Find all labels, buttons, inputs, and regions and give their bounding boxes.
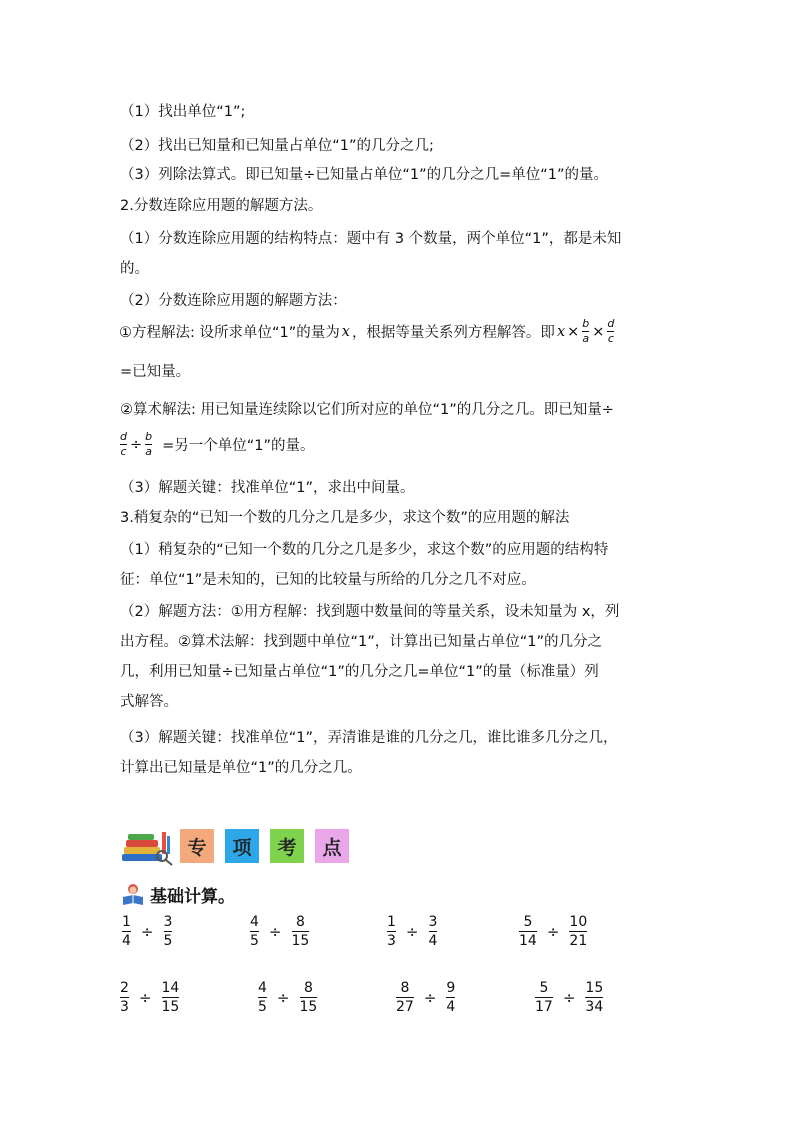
- fraction: $\frac{3}{4}$: [428, 914, 438, 949]
- text-line: （2）找出已知量和已知量占单位“1”的几分之几;: [120, 138, 434, 154]
- exercise-item: [515, 914, 591, 949]
- section-heading: 3.稍复杂的“已知一个数的几分之几是多少，求这个数”的应用题的解法: [120, 510, 570, 526]
- text-line: =已知量。: [120, 364, 191, 380]
- text-line: （2）解题方法：①用方程解：找到题中数量间的等量关系，设未知量为 x，列: [120, 604, 620, 620]
- fraction: $\frac{8}{15}$: [291, 914, 310, 949]
- variable-x: x: [341, 323, 350, 340]
- exercise-item: [116, 980, 183, 1015]
- fraction: $\frac{5}{17}$: [535, 980, 553, 1015]
- text-line: 计算出已知量是单位“1”的几分之几。: [120, 760, 362, 776]
- text-line: （3）列除法算式。即已知量÷已知量占单位“1”的几分之几=单位“1”的量。: [120, 167, 609, 183]
- fraction: $\frac{4}{5}$: [250, 914, 259, 949]
- fraction: $\frac{8}{27}$: [396, 980, 414, 1015]
- variable-x: x: [556, 323, 566, 340]
- divide-sign: ÷: [405, 922, 419, 941]
- fraction: $\frac{3}{5}$: [163, 914, 173, 949]
- divide-sign: ÷: [138, 988, 152, 1007]
- times-sign: ×: [567, 323, 580, 340]
- text-line: （1）稍复杂的“已知一个数的几分之几是多少，求这个数”的应用题的结构特: [120, 542, 609, 558]
- text-segment: ，根据等量关系列方程解答。即: [351, 325, 555, 341]
- fraction: $\frac{1}{4}$: [122, 914, 131, 949]
- times-sign: ×: [592, 323, 605, 340]
- fraction: $\frac{5}{14}$: [519, 914, 537, 949]
- text-line: （1）找出单位“1”;: [120, 104, 246, 120]
- text-line: （3）解题关键：找准单位“1”，求出中间量。: [120, 480, 415, 496]
- text-line: （2）分数连除应用题的解题方法：: [120, 293, 347, 309]
- divide-sign: ÷: [546, 922, 560, 941]
- text-line: 征：单位“1”是未知的，已知的比较量与所给的几分之几不对应。: [120, 572, 536, 588]
- divide-sign: ÷: [268, 922, 282, 941]
- text-line: 出方程。②算术法解：找到题中单位“1”，计算出已知量占单位“1”的几分之: [120, 634, 602, 650]
- text-line: 的。: [120, 261, 149, 277]
- divide-sign: ÷: [562, 988, 576, 1007]
- topic-banner: [120, 826, 360, 866]
- fraction: $\frac{15}{34}$: [585, 980, 604, 1015]
- fraction: $\frac{10}{21}$: [569, 914, 588, 949]
- exercise-item: [392, 980, 459, 1015]
- text-line: ②算术解法: 用已知量连续除以它们所对应的单位“1”的几分之几。即已知量÷: [120, 402, 614, 418]
- text-line: （3）解题关键：找准单位“1”，弄清谁是谁的几分之几，谁比谁多几分之几，: [120, 730, 618, 746]
- topic-tile: 专: [180, 829, 214, 863]
- fraction: $\frac{d}{c}$: [607, 317, 615, 345]
- text-line: 几，利用已知量÷已知量占单位“1”的几分之几=单位“1”的量（标准量）列: [120, 664, 599, 680]
- books-icon: [120, 826, 176, 866]
- text-line: （1）分数连除应用题的结构特点：题中有 3 个数量，两个单位“1”，都是未知: [120, 231, 622, 247]
- text-line: 式解答。: [120, 694, 178, 710]
- exercise-item: [531, 980, 607, 1015]
- divide-sign: ÷: [423, 988, 437, 1007]
- section-title: [120, 882, 235, 907]
- topic-tile: 点: [315, 829, 349, 863]
- fraction: $\frac{8}{15}$: [299, 980, 318, 1015]
- divide-sign: ÷: [276, 988, 290, 1007]
- fraction: $\frac{b}{a}$: [582, 317, 590, 345]
- fraction: $\frac{9}{4}$: [446, 980, 456, 1015]
- fraction: $\frac{b}{a}$: [145, 430, 153, 458]
- exercise-item: [246, 914, 313, 949]
- text-segment: ①方程解法: 设所求单位“1”的量为: [119, 325, 340, 341]
- divide-sign: ÷: [129, 436, 143, 453]
- reading-child-icon: [120, 883, 146, 907]
- arithmetic-method-line: [118, 431, 316, 458]
- exercise-item: [118, 914, 176, 949]
- fraction: $\frac{2}{3}$: [120, 980, 129, 1015]
- equation-method-line: [118, 318, 616, 345]
- section-heading: 2.分数连除应用题的解题方法。: [120, 198, 323, 214]
- exercise-item: [254, 980, 321, 1015]
- divide-sign: ÷: [140, 922, 154, 941]
- fraction: $\frac{d}{c}$: [120, 430, 127, 458]
- section-title-text: 基础计算。: [150, 887, 235, 907]
- topic-tile: 考: [270, 829, 304, 863]
- text-segment: =另一个单位“1”的量。: [162, 438, 315, 454]
- topic-tile: 项: [225, 829, 259, 863]
- fraction: $\frac{14}{15}$: [161, 980, 180, 1015]
- fraction: $\frac{4}{5}$: [258, 980, 267, 1015]
- exercise-item: [383, 914, 441, 949]
- fraction: $\frac{1}{3}$: [387, 914, 396, 949]
